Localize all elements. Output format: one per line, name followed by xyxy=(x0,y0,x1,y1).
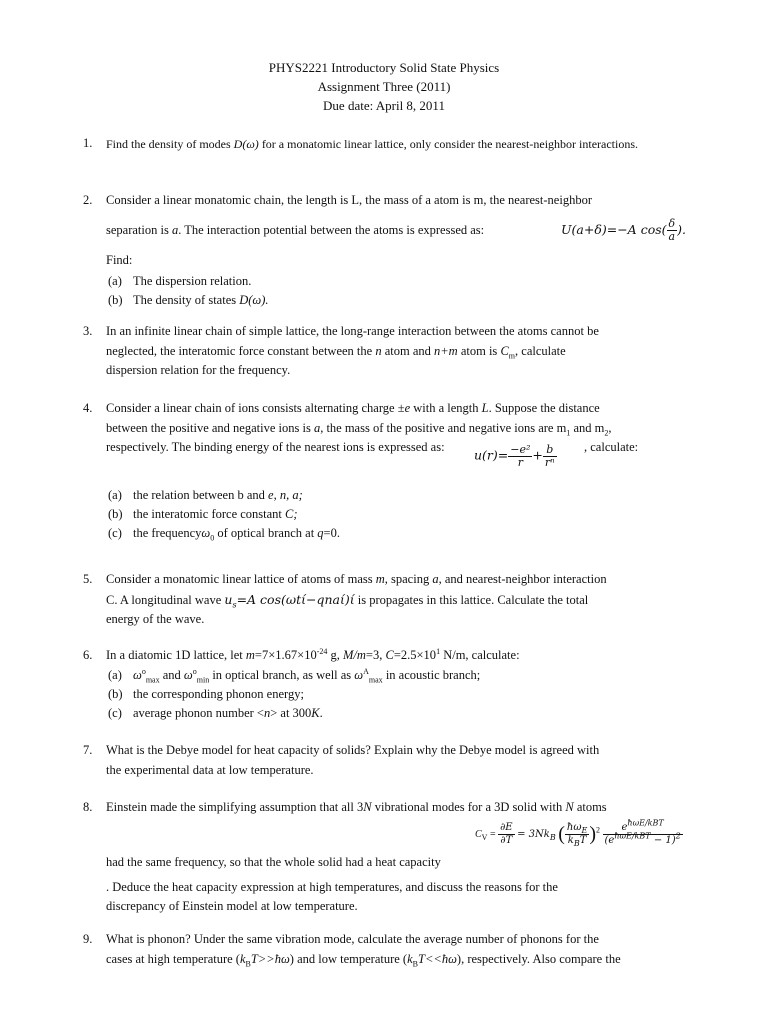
question-7 xyxy=(83,741,686,780)
question-number: 4. xyxy=(83,401,93,415)
question-9 xyxy=(83,930,686,969)
heat-capacity-equation: $C_V$ = $\frac{\partial E}{\partial T}$ = $3Nk_B$ ( $\frac{ħ\omega_E}{k_BT}$ )$^2$ $\frac{e^{ħ\omega E/kBT}}{(e^{ħ\omega E/kBT} - 1)^2}$ xyxy=(475,818,681,848)
list-item: (a) $\omega^o_{max}$ and $\omega^o_{min}$ in optical branch, as well as $\omega^A_{max}$ in acoustic branch; xyxy=(108,666,481,684)
question-text: What is the Debye model for heat capacity of solids? Explain why the Debye model is agreed with the experimental data at low temperature. xyxy=(106,743,600,777)
question-text: Consider a linear monatomic chain, the length is L, the mass of a atom is m, the nearest-neighbor separation is a. The interaction potential between the atoms is expressed as: U(a+δ)=−A cos( $\frac{\delta}{a}$ ). Find: (a) The dispersion relation. (b) The density of states D(ω). xyxy=(106,191,686,310)
question-2 xyxy=(83,191,686,310)
question-5 xyxy=(83,570,686,630)
course-title: PHYS2221 Introductory Solid State Physics xyxy=(268,60,500,75)
question-text: Consider a monatomic linear lattice of atoms of mass m, spacing a, and nearest-neighbor interaction C. A longitudinal wave $u_s=A$ cos(ωtί−qnaί)ί is propagates in this lattice. Calculate the total energy of the wave. xyxy=(106,572,607,626)
question-number: 6. xyxy=(83,648,93,662)
question-number: 2. xyxy=(83,193,93,207)
question-text: Einstein made the simplifying assumption that all 3N vibrational modes for a 3D solid with N atoms had the same frequency, so that the whole solid had a heat capacity $C_V$ = $\frac{\partial E}{\partial T}$ = $3Nk_B$ ( $\frac{ħ\omega_E}{k_BT}$ )$^2$ $\frac{e^{ħ\omega E/kBT}}{(e^{ħ\omega E/kBT} - 1)^2}$ . Deduce the heat capacity expression at high temperatures, and discuss the reasons for the discrepancy of Einstein model at low temperature. xyxy=(106,800,681,913)
due-date: Due date: April 8, 2011 xyxy=(323,98,445,113)
list-item: (b) The density of states D(ω). xyxy=(108,293,269,307)
question-3 xyxy=(83,322,686,381)
list-item: (c) average phonon number <n> at 300K. xyxy=(108,705,323,720)
document-header xyxy=(0,58,768,115)
question-text: What is phonon? Under the same vibration mode, calculate the average number of phonons for the cases at high temperature $(k_BT>>ħ\omega)$ and low temperature $(k_BT<<ħ\omega)$, respectively. Also compare the xyxy=(106,932,621,968)
question-number: 5. xyxy=(83,572,93,586)
list-item: (b) the interatomic force constant C; xyxy=(108,507,298,521)
question-text: Consider a linear chain of ions consists alternating charge ±e with a length L. Suppose the distance between the positive and negative ions is a, the mass of the positive and negative ions are $m_1$ and $m_2$, respectively. The binding energy of the nearest ions is expressed as: u(r)= $\frac{\text{−e²}}{r}$ + $\frac{b}{\text{rⁿ}}$ , calculate: (a) the relation between b and e, n, a; (b) the interatomic force constant C; (c) the frequencyω$_0$ of optical branch at q=0. xyxy=(106,399,686,543)
list-item: (c) the frequencyω$_0$ of optical branch at q=0. xyxy=(108,526,340,543)
question-6 xyxy=(83,646,686,723)
question-text: In an infinite linear chain of simple lattice, the long-range interaction between the atoms cannot be neglected, the interatomic force constant between the n atom and n+m atom is $C_m$, calculate dispersion relation for the frequency. xyxy=(106,324,599,377)
question-text: In a diatomic 1D lattice, let $m=7\times 1.67\times 10^{-24}$ g, M/m=3, $C=2.5\times 10^1$ N/m, calculate: (a) $\omega^o_{max}$ and $\omega^o_{min}$ in optical branch, as well as $\omega^A_{max}$ in acoustic branch; (b) the corresponding phonon energy; (c) average phonon number <n> at 300K. xyxy=(106,646,686,723)
binding-energy-equation: u(r)= $\frac{\text{−e²}}{r}$ + $\frac{b}{\text{rⁿ}}$ xyxy=(474,443,555,469)
question-1 xyxy=(83,134,686,154)
question-text: Find the density of modes D(ω) for a monatomic linear lattice, only consider the nearest-neighbor interactions. xyxy=(106,137,639,151)
question-8 xyxy=(83,798,686,917)
question-number: 3. xyxy=(83,324,93,338)
assignment-title: Assignment Three (2011) xyxy=(317,79,451,94)
potential-equation: U(a+δ)=−A cos( $\frac{\delta}{a}$ ). xyxy=(561,217,686,244)
wave-equation: $u_s=A$ cos(ωtί−qnaί)ί xyxy=(224,591,355,609)
question-number: 7. xyxy=(83,743,93,757)
list-item: (a) The dispersion relation. xyxy=(108,274,252,288)
question-4 xyxy=(83,399,686,543)
question-number: 8. xyxy=(83,800,93,814)
question-number: 1. xyxy=(83,136,93,150)
question-number: 9. xyxy=(83,932,93,946)
list-item: (a) the relation between b and e, n, a; xyxy=(108,488,303,502)
list-item: (b) the corresponding phonon energy; xyxy=(108,686,304,701)
